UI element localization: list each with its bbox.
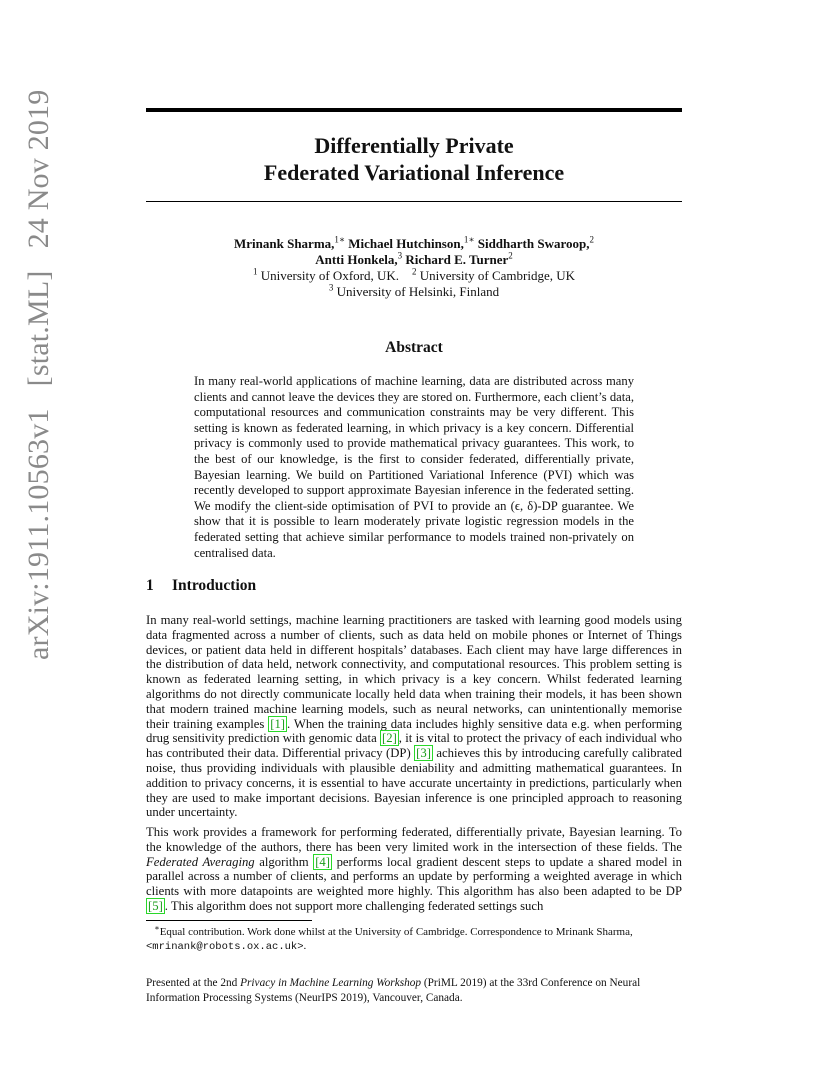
title-line-2: Federated Variational Inference [263, 160, 565, 185]
author-honkela: Antti Honkela, [315, 252, 398, 267]
workshop-name: Privacy in Machine Learning Workshop [240, 977, 422, 989]
title-bottom-rule [146, 201, 682, 202]
footnote: ∗Equal contribution. Work done whilst at the University of Cambridge. Correspondence to Mrinank Sharma, <mrinank@robots.ox.ac.uk>. [146, 923, 633, 953]
affiliation-cambridge: University of Cambridge, UK [419, 268, 576, 283]
affiliation-helsinki: University of Helsinki, Finland [336, 284, 500, 299]
citation-link-2[interactable]: [2] [382, 731, 397, 746]
author-swaroop: Siddharth Swaroop, [477, 236, 590, 251]
author-block [146, 236, 682, 300]
affiliation-oxford: University of Oxford, UK. [260, 268, 400, 283]
arxiv-id[interactable]: arXiv:1911.10563v1 [22, 408, 55, 660]
intro-paragraph-2: This work provides a framework for performing federated, differentially private, Bayesian learning. To the knowledge of the authors, there has been very limited work in the intersection of these fields. The Federated Averaging algorithm [4] performs local gradient descent steps to update a shared model in parallel across a number of clients, and performs an update by performing a weighted average in which clients with more datapoints are weighted more highly. This algorithm has also been adapted to be DP [5] . This algorithm does not support more challenging federated settings such [146, 825, 682, 913]
federated-averaging-term: Federated Averaging [146, 854, 255, 869]
title-line-1: Differentially Private [314, 133, 514, 158]
affiliations-line-2: $^3$ University of Helsinki, Finland [328, 282, 500, 299]
intro-paragraph-1: In many real-world settings, machine learning practitioners are tasked with learning good models using data fragmented across a number of clients, such as data held on mobile phones or Internet of Things devices, or patient data held in different hospitals’ databases. Each client may have large differences in the distribution of data held, network connectivity, and computational resources. This problem setting is known as federated learning setting, in which privacy is a key concern. Whilst federated learning algorithms do not directly communicate locally held data when training their models, it has been shown that modern trained machine learning models, such as neural networks, can unintentionally memorise their training examples [1] . When the training data includes highly sensitive data e.g. when performing drug sensitivity prediction with genomic data [2] , it is vital to protect the privacy of each individual who has contributed their data. Differential privacy (DP) [3] achieves this by introducing carefully calibrated noise, thus providing individuals with plausible deniability and admitting mathematical guarantees. In addition to privacy concerns, it is essential to have accurate uncertainty in predictions, particularly when they are used to make important decisions. Bayesian inference is one principled approach to reasoning under uncertainty. [146, 613, 683, 820]
section-number: 1 [146, 577, 154, 594]
citation-link-1[interactable]: [1] [270, 716, 286, 731]
citation-link-4[interactable]: [4] [315, 854, 330, 869]
abstract-heading: Abstract [385, 339, 443, 356]
author-names-line-1: Mrinank Sharma,$^{1∗}$ Michael Hutchinson,$^{1∗}$ Siddharth Swaroop,$^2$ [234, 234, 594, 251]
author-sharma: Mrinank Sharma, [234, 236, 335, 251]
arxiv-date: 24 Nov 2019 [22, 89, 55, 249]
citation-link-5[interactable]: [5] [148, 898, 163, 913]
affiliations-line-1: $^1$ University of Oxford, UK. $^2$ University of Cambridge, UK [252, 266, 576, 283]
author-turner: Richard E. Turner [405, 252, 509, 267]
venue-note: Presented at the 2nd Privacy in Machine Learning Workshop (PriML 2019) at the 33rd Conference on Neural Information Processing Systems (NeurIPS 2019), Vancouver, Canada. [146, 977, 641, 1004]
section-title: Introduction [172, 577, 257, 594]
author-hutchinson: Michael Hutchinson, [348, 236, 464, 251]
arxiv-category: [stat.ML] [22, 270, 55, 387]
footnote-text: Equal contribution. Work done whilst at the University of Cambridge. Correspondence to Mrinank Sharma, [159, 926, 633, 938]
title-top-rule [146, 108, 682, 112]
footnote-rule [146, 920, 312, 921]
abstract-text: In many real-world applications of machine learning, data are distributed across many clients and cannot leave the devices they are stored on. Furthermore, each client’s data, computational resources and communication constraints may be very different. This setting is known as federated learning, in which privacy is a key concern. Differential privacy is commonly used to provide mathematical privacy guarantees. This work, to the best of our knowledge, is the first to consider federated, differentially private, Bayesian learning. We build on Partitioned Variational Inference (PVI) which was recently developed to support approximate Bayesian inference in the federated setting. We modify the client-side optimisation of PVI to provide an (ϵ, δ)-DP guarantee. We show that it is possible to learn moderately private logistic regression models in the federated setting that achieve similar performance to models trained non-privately on centralised data. [194, 374, 634, 560]
paper-title [146, 132, 682, 186]
author-names-line-2: Antti Honkela,$^3$ Richard E. Turner$^2$ [315, 250, 513, 267]
section-heading-introduction [146, 577, 256, 595]
arxiv-sidebar-stamp [22, 90, 56, 660]
footnote-email: <mrinank@robots.ox.ac.uk> [146, 941, 304, 953]
citation-link-3[interactable]: [3] [416, 746, 431, 761]
